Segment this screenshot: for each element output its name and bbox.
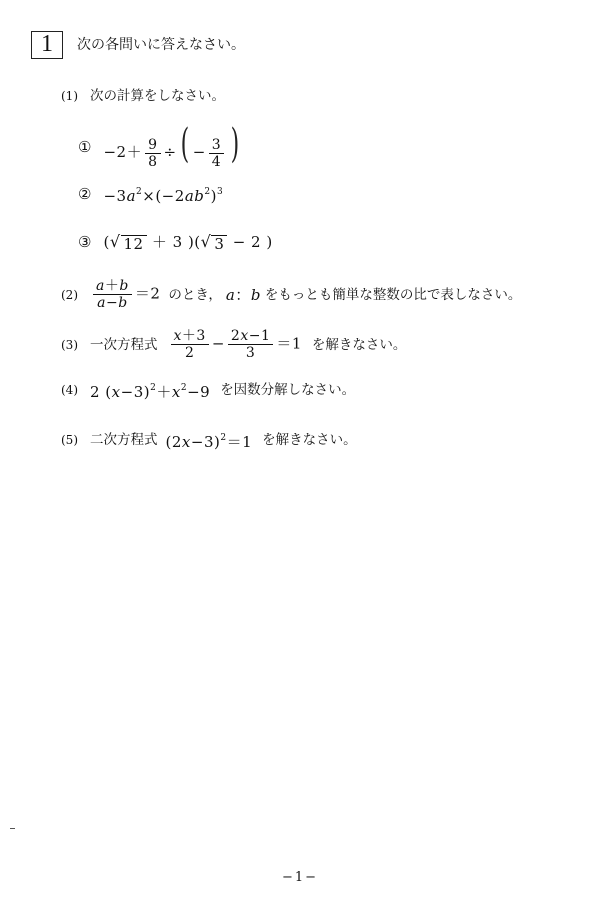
question-3 — [61, 328, 406, 361]
question-3-equation: $\frac{x+3}{2}$ − $\frac{2x-1}{3}$ ＝1 — [168, 328, 302, 361]
question-2-ratio: a：b — [225, 285, 261, 304]
question-3-text-2: を解きなさい。 — [311, 336, 407, 353]
question-1-label: (1) — [61, 89, 78, 103]
question-5-label: (5) — [61, 433, 78, 447]
question-2-label: (2) — [61, 287, 78, 302]
question-3-label: (3) — [61, 337, 78, 352]
question-4 — [61, 378, 355, 402]
question-number-box: 1 — [31, 31, 63, 59]
question-5-text-2: を解きなさい。 — [262, 432, 357, 448]
question-2-text-2: をもっとも簡単な整数の比で表しなさい。 — [264, 286, 522, 303]
question-2-text: のとき， — [168, 286, 222, 303]
question-5-equation: $(2x-3)^2=1$ — [165, 433, 253, 451]
page-number: −1− — [281, 870, 319, 885]
question-5 — [61, 428, 357, 452]
question-1-item-1 — [78, 121, 243, 170]
item-3-expression: ( √ 12 ＋ 3 )( √ 3 − 2 ) — [103, 232, 273, 253]
question-3-text: 一次方程式 — [90, 336, 158, 353]
margin-mark — [10, 828, 15, 829]
fraction-9-8: $\frac{9}{8}$ — [145, 137, 160, 170]
question-1-item-3 — [78, 232, 273, 252]
question-2-expression: $\frac{a+b}{a-b}$ ＝2 — [90, 278, 160, 311]
question-2 — [61, 278, 521, 311]
main-instruction: 次の各問いに答えなさい。 — [77, 37, 245, 53]
question-5-text: 二次方程式 — [90, 432, 158, 448]
item-2-expression: $-3a^2\times(-2ab^2)^3$ — [103, 187, 224, 205]
question-1-text: 次の計算をしなさい。 — [90, 88, 225, 104]
item-3-marker: ③ — [78, 233, 92, 251]
item-1-expression: −2＋ $\frac{9}{8}$ ÷( − $\frac{3}{4}$ ) — [103, 121, 240, 170]
item-1-marker: ① — [78, 137, 92, 156]
question-4-expression: 2 $(x-3)^2+x^2-9$ — [90, 383, 211, 401]
question-1-item-2 — [78, 182, 223, 206]
question-1 — [61, 86, 225, 106]
item-2-marker: ② — [78, 185, 92, 203]
question-4-text: を因数分解しなさい。 — [220, 382, 356, 398]
fraction-3-4: $\frac{3}{4}$ — [209, 137, 224, 170]
question-4-label: (4) — [61, 383, 78, 397]
